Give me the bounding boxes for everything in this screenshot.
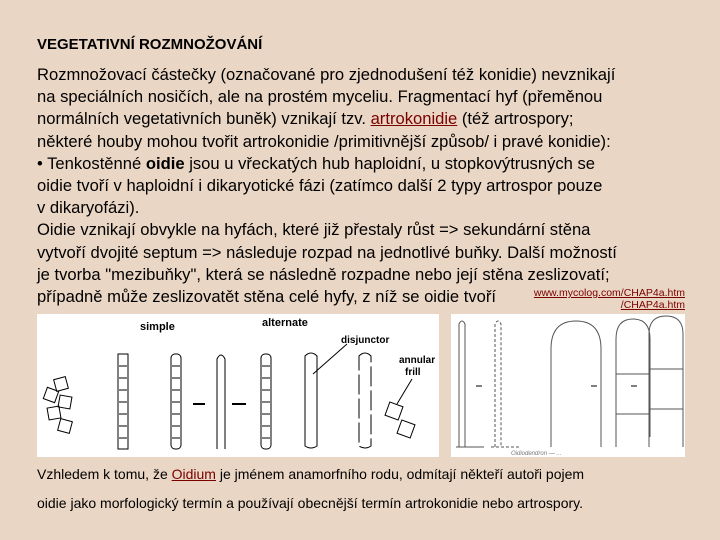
body-text-segment: (též artrospory; <box>457 109 574 129</box>
label-simple: simple <box>140 321 175 333</box>
body-line: Rozmnožovací částečky (označované pro zjednodušení též konidie) nevznikají <box>37 65 616 84</box>
label-alternate: alternate <box>262 317 308 329</box>
label-disjunctor: disjunctor <box>341 335 390 346</box>
body-text <box>37 64 617 308</box>
body-line <box>37 153 617 175</box>
source-link-line1[interactable]: www.mycolog.com/CHAP4a.htm <box>533 287 685 299</box>
body-line: je tvorba "mezibuňky", která se následně rozpadne nebo její stěna zeslizovatí; <box>37 264 610 284</box>
oidium-link[interactable]: Oidium <box>171 466 216 482</box>
body-line: případně může zeslizovatět stěna celé hyfy, z níž se oidie tvoří <box>37 287 497 307</box>
body-text-segment: normálních vegetativních buněk) vznikají tzv. <box>37 109 371 129</box>
bottom-line <box>37 460 584 489</box>
bottom-text <box>37 460 584 518</box>
source-link-line2[interactable]: /CHAP4a.htm <box>620 299 685 311</box>
arthroconidia-diagram <box>37 314 439 457</box>
oidiodendron-diagram <box>451 314 685 457</box>
bottom-line: oidie jako morfologický termín a používají obecnější termín artrokonidie nebo artrospory. <box>37 495 584 511</box>
page-title: VEGETATIVNÍ ROZMNOŽOVÁNÍ <box>37 36 263 53</box>
body-line: v dikaryofázi). <box>37 198 140 218</box>
body-line: oidie tvoří v haploidní i dikaryotické fázi (zatímco další 2 typy artrospor pouze <box>37 176 603 196</box>
label-frill: frill <box>405 367 421 378</box>
bottom-text-segment: Vzhledem k tomu, že <box>37 466 172 482</box>
body-line: vytvoří dvojité septum => následuje rozpad na jednotlivé buňky. Další možností <box>37 242 617 262</box>
body-line <box>37 108 617 130</box>
body-text-segment: • Tenkostěnné <box>37 153 146 173</box>
body-line: některé houby mohou tvořit artrokonidie /primitivnější způsob/ i pravé konidie): <box>37 131 611 151</box>
figure-caption: Oidiodendron — ... <box>511 451 562 457</box>
body-line: Oidie vznikají obvykle na hyfách, které již přestaly růst => sekundární stěna <box>37 220 591 240</box>
label-annular: annular <box>399 355 436 366</box>
artrokonidie-link[interactable]: artrokonidie <box>370 109 458 129</box>
source-link[interactable] <box>480 287 685 311</box>
body-text-segment: jsou u vřeckatých hub haploidní, u stopkovýtrusných se <box>184 153 596 173</box>
body-line: na speciálních nosičích, ale na prostém myceliu. Fragmentací hyf (přeměnou <box>37 87 603 107</box>
oidie-bold: oidie <box>145 153 185 173</box>
bottom-text-segment: je jménem anamorfního rodu, odmítají někteří autoři pojem <box>215 466 585 482</box>
